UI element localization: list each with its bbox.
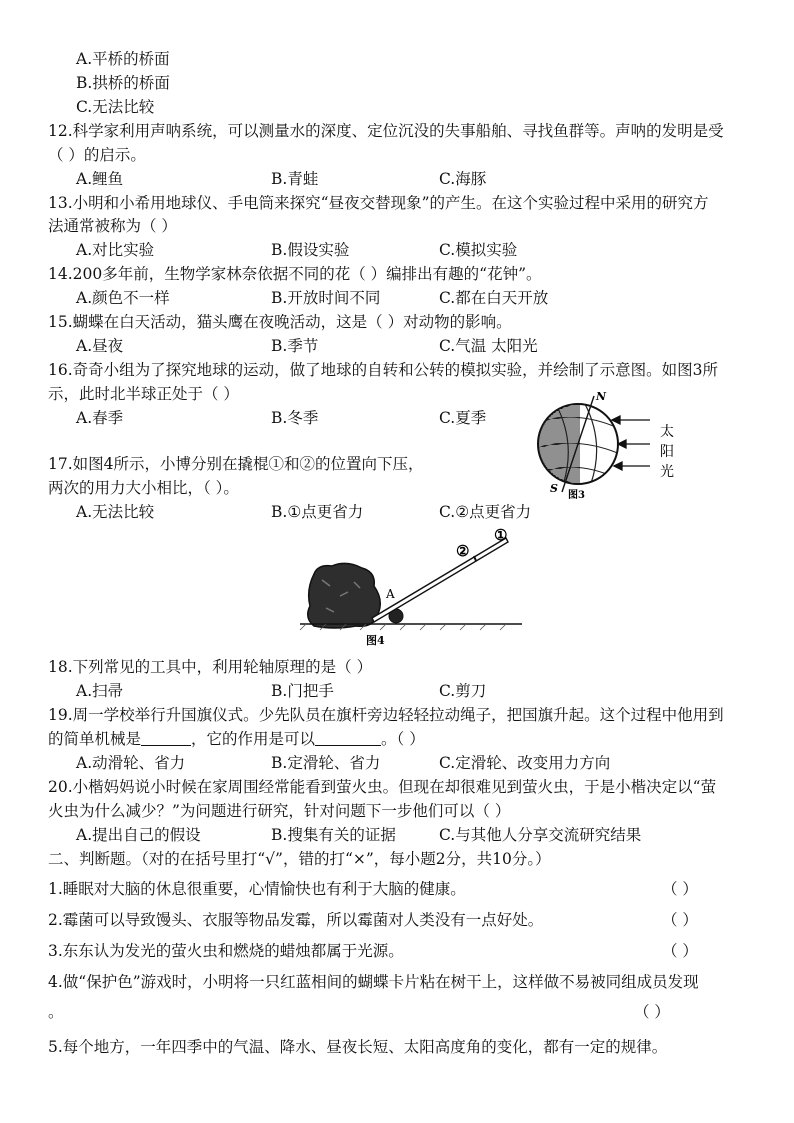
q15-option-a: A.昼夜 <box>76 337 124 355</box>
judge-item-5: 5.每个地方，一年四季中的气温、降水、昼夜长短、太阳高度角的变化，都有一定的规律。 <box>48 1038 668 1056</box>
crowbar <box>372 538 508 622</box>
figure-4-lever-diagram <box>296 526 528 652</box>
q19-blank-1 <box>141 729 191 746</box>
sunlight-label-1: 太 <box>660 424 674 440</box>
point-2-label: ② <box>456 542 470 560</box>
q12-option-c: C.海豚 <box>439 170 487 188</box>
rock <box>308 563 381 628</box>
judge-item-2: 2.霉菌可以导致馒头、衣服等物品发霉，所以霉菌对人类没有一点好处。 <box>48 911 544 929</box>
q16-option-c: C.夏季 <box>439 409 487 427</box>
q11-option-b: B.拱桥的桥面 <box>76 74 170 92</box>
q15-option-b: B.季节 <box>271 337 319 355</box>
q19-text-part3: 。（ ） <box>381 730 425 748</box>
q13-stem-line1: 13.小明和小希用地球仪、手电筒来探究“昼夜交替现象”的产生。在这个实验过程中采用的研究方 <box>48 194 709 212</box>
judge-4-answer-bracket: （ ） <box>634 1003 670 1021</box>
q20-stem-line2: 火虫为什么减少？”为问题进行研究，针对问题下一步他们可以（ ） <box>48 802 511 820</box>
fulcrum-label: A <box>386 587 395 601</box>
q11-option-a: A.平桥的桥面 <box>76 50 170 68</box>
q20-option-a: A.提出自己的假设 <box>76 826 201 844</box>
q14-stem: 14.200多年前，生物学家林奈依据不同的花（ ）编排出有趣的“花钟”。 <box>48 265 542 283</box>
section-2-heading: 二、判断题。（对的在括号里打“√”，错的打“×”，每小题2分，共10分。） <box>48 850 551 868</box>
q12-stem-line2: （ ）的启示。 <box>48 146 146 164</box>
judge-item-4-line2: 。 <box>48 1003 64 1021</box>
q16-stem-line1: 16.奇奇小组为了探究地球的运动，做了地球的自转和公转的模拟实验，并绘制了示意图。如图3所 <box>48 361 719 379</box>
figure-4-caption: 图4 <box>366 634 385 647</box>
sunlight-label-2: 阳 <box>660 444 674 460</box>
south-label: S <box>550 482 558 495</box>
q19-stem-line1: 19.周一学校举行升国旗仪式。少先队员在旗杆旁边轻轻拉动绳子，把国旗升起。这个过程中他用到 <box>48 706 724 724</box>
north-label: N <box>596 390 607 403</box>
q14-option-c: C.都在白天开放 <box>439 289 549 307</box>
q20-stem-line1: 20.小楷妈妈说小时候在家周围经常能看到萤火虫。但现在却很难见到萤火虫，于是小楷决定以“萤 <box>48 778 717 796</box>
q13-stem-line2: 法通常被称为（ ） <box>48 217 177 235</box>
figure-3-earth-diagram <box>530 388 690 500</box>
q16-option-a: A.春季 <box>76 409 124 427</box>
q11-option-c: C.无法比较 <box>76 98 155 116</box>
point-1-label: ① <box>494 526 508 544</box>
q19-option-b: B.定滑轮、省力 <box>271 754 381 772</box>
q14-option-b: B.开放时间不同 <box>271 289 381 307</box>
q13-option-a: A.对比实验 <box>76 241 155 259</box>
q13-option-b: B.假设实验 <box>271 241 350 259</box>
judge-3-answer-bracket: （ ） <box>662 942 698 960</box>
q19-option-a: A.动滑轮、省力 <box>76 754 186 772</box>
q19-text-part1: 的简单机械是 <box>48 730 142 748</box>
q13-option-c: C.模拟实验 <box>439 241 518 259</box>
q17-stem-line2: 两次的用力大小相比，（ ）。 <box>48 479 239 497</box>
judge-item-3: 3.东东认为发光的萤火虫和燃烧的蜡烛都属于光源。 <box>48 942 404 960</box>
q18-option-b: B.门把手 <box>271 682 334 700</box>
judge-2-answer-bracket: （ ） <box>662 911 698 929</box>
judge-item-1: 1.睡眠对大脑的休息很重要，心情愉快也有利于大脑的健康。 <box>48 880 466 898</box>
q20-option-c: C.与其他人分享交流研究结果 <box>439 826 642 844</box>
figure-3-caption: 图3 <box>568 490 585 500</box>
q18-option-a: A.扫帚 <box>76 682 124 700</box>
q18-option-c: C.剪刀 <box>439 682 487 700</box>
judge-1-answer-bracket: （ ） <box>662 880 698 898</box>
q14-option-a: A.颜色不一样 <box>76 289 170 307</box>
q15-option-c: C.气温 太阳光 <box>439 337 538 355</box>
q18-stem: 18.下列常见的工具中，利用轮轴原理的是（ ） <box>48 658 373 676</box>
q15-stem: 15.蝴蝶在白天活动，猫头鹰在夜晚活动，这是（ ）对动物的影响。 <box>48 313 512 331</box>
q19-option-c: C.定滑轮、改变用力方向 <box>439 754 611 772</box>
q17-option-b: B.①点更省力 <box>271 503 364 521</box>
q19-stem-line2 <box>48 728 425 750</box>
q16-stem-line2: 示，此时北半球正处于（ ） <box>48 385 239 403</box>
q17-option-a: A.无法比较 <box>76 503 155 521</box>
q20-option-b: B.搜集有关的证据 <box>271 826 396 844</box>
q17-option-c: C.②点更省力 <box>439 503 532 521</box>
q16-option-b: B.冬季 <box>271 409 319 427</box>
q12-option-a: A.鲤鱼 <box>76 170 124 188</box>
q17-stem-line1: 17.如图4所示，小博分别在撬棍①和②的位置向下压， <box>48 455 424 473</box>
q19-text-part2: ，它的作用是可以 <box>191 730 316 748</box>
q19-blank-2 <box>315 729 381 746</box>
sunlight-label-3: 光 <box>660 464 674 480</box>
q12-stem-line1: 12.科学家利用声呐系统，可以测量水的深度、定位沉没的失事船舶、寻找鱼群等。声呐的发明是受 <box>48 122 724 140</box>
q12-option-b: B.青蛙 <box>271 170 319 188</box>
judge-item-4-line1: 4.做“保护色”游戏时，小明将一只红蓝相间的蝴蝶卡片粘在树干上，这样做不易被同组成员发现 <box>48 973 699 991</box>
